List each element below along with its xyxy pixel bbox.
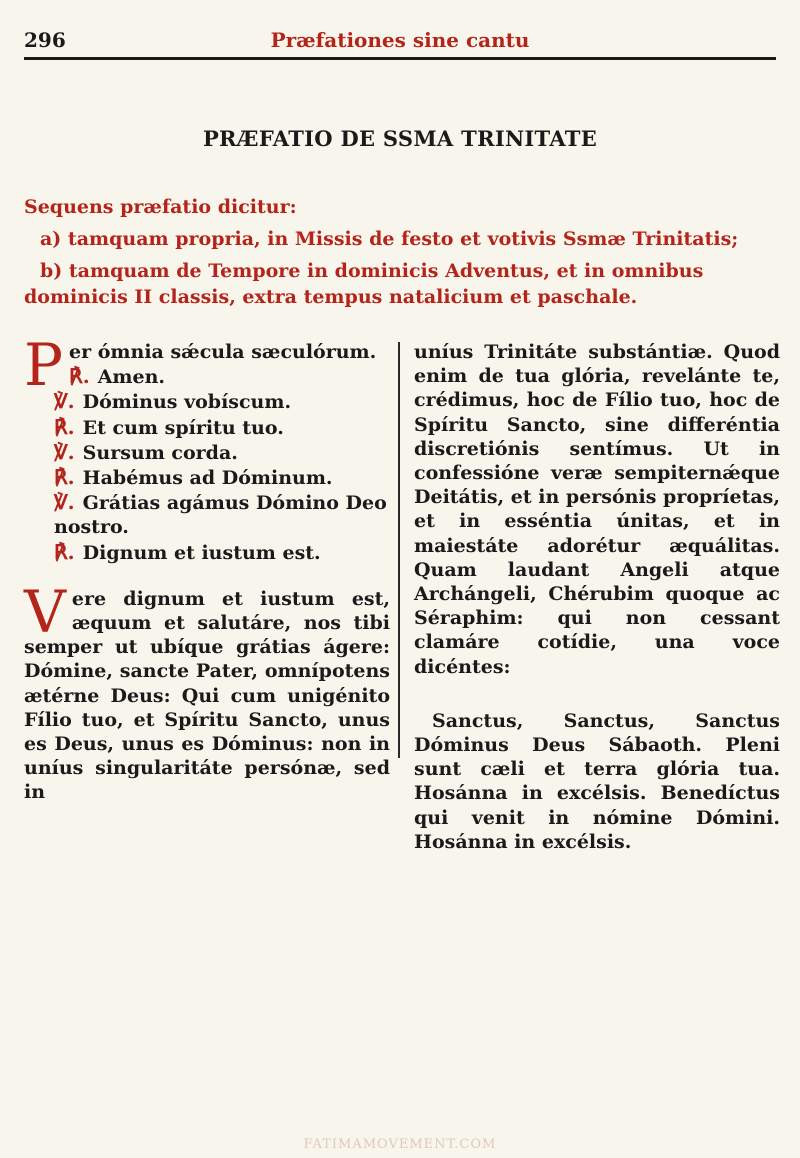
- versicle-symbol: ℣.: [54, 389, 75, 414]
- versicle-symbol: ℣.: [54, 490, 75, 515]
- page-title: PRÆFATIO DE SSMA TRINITATE: [202, 126, 598, 151]
- rubric-a: a) tamquam propria, in Missis de festo et votivis Ssmæ Trinitatis;: [40, 228, 739, 250]
- preface-text-right: uníus Trinitáte substántiæ. Quod enim de tua glória, revelánte te, crédimus, hoc de Fílio tuo, hoc de Spíritu Sancto, sine differéntia discretiónis sentímus. Ut in confessióne veræ sempiternǽque Deitátis, et in persónis propríetas, et in esséntia únitas, et in maiestáte adorétur æquálitas. Quam laudant Angeli atque Archángeli, Chérubim quoque ac Séraphim: qui non cessant clamáre cotídie, una voce dicéntes:: [414, 341, 780, 678]
- dialogue-line-7: ℣. Grátias agámus Dómino Deo nostro.: [54, 490, 387, 539]
- drop-cap-p: P: [24, 331, 64, 399]
- preface-text-left: ere dignum et iustum est, æquum et salutáre, nos tibi semper ut ubíque grátias ágere: Dómine, sancte Pater, omnípotens ætérne Deus: Qui cum unigénito Fílio tuo, et Spíritu Sancto, unus es Deus, unus es Dóminus: non in uníus singularitáte persónæ, sed in: [24, 587, 390, 804]
- rubric-intro: Sequens præfatio dicitur:: [24, 196, 297, 218]
- header-rule: [24, 57, 776, 60]
- versicle-symbol: ℣.: [54, 439, 75, 464]
- response-symbol: ℟.: [54, 414, 75, 439]
- dialogue-line-3: ℣. Dóminus vobíscum.: [54, 389, 292, 414]
- page-header: [24, 22, 776, 56]
- response-symbol: ℟.: [69, 364, 90, 389]
- response-symbol: ℟.: [54, 465, 75, 490]
- column-divider: [398, 342, 400, 758]
- preface-paragraph-start: [24, 577, 390, 805]
- dialogue: [24, 331, 390, 565]
- dialogue-line-2: ℟. Amen.: [69, 364, 166, 389]
- dialogue-line-1: er ómnia sǽcula sæculórum.: [69, 341, 377, 363]
- sanctus-paragraph: Sanctus, Sanctus, Sanctus Dóminus Deus Sábaoth. Pleni sunt cæli et terra glória tua. Hosánna in excélsis. Benedíctus qui venit in nómine Dómini. Hosánna in excélsis.: [414, 709, 780, 853]
- dialogue-line-8: ℟. Dignum et iustum est.: [54, 539, 321, 564]
- running-title: Præfationes sine cantu: [270, 28, 530, 52]
- page-number: 296: [24, 28, 66, 52]
- right-column: [414, 340, 780, 854]
- response-symbol: ℟.: [54, 539, 75, 564]
- dialogue-line-5: ℣. Sursum corda.: [54, 439, 238, 464]
- footer-watermark: FATIMAMOVEMENT.COM: [303, 1137, 497, 1152]
- drop-cap-v: V: [24, 577, 66, 646]
- left-column: [24, 331, 390, 805]
- dialogue-line-4: ℟. Et cum spíritu tuo.: [54, 414, 284, 439]
- dialogue-line-6: ℟. Habémus ad Dóminum.: [54, 465, 333, 490]
- rubrics: [24, 194, 776, 316]
- rubric-b: b) tamquam de Tempore in dominicis Adventus, et in omnibus dominicis II classis, extra tempus natalicium et paschale.: [24, 260, 704, 308]
